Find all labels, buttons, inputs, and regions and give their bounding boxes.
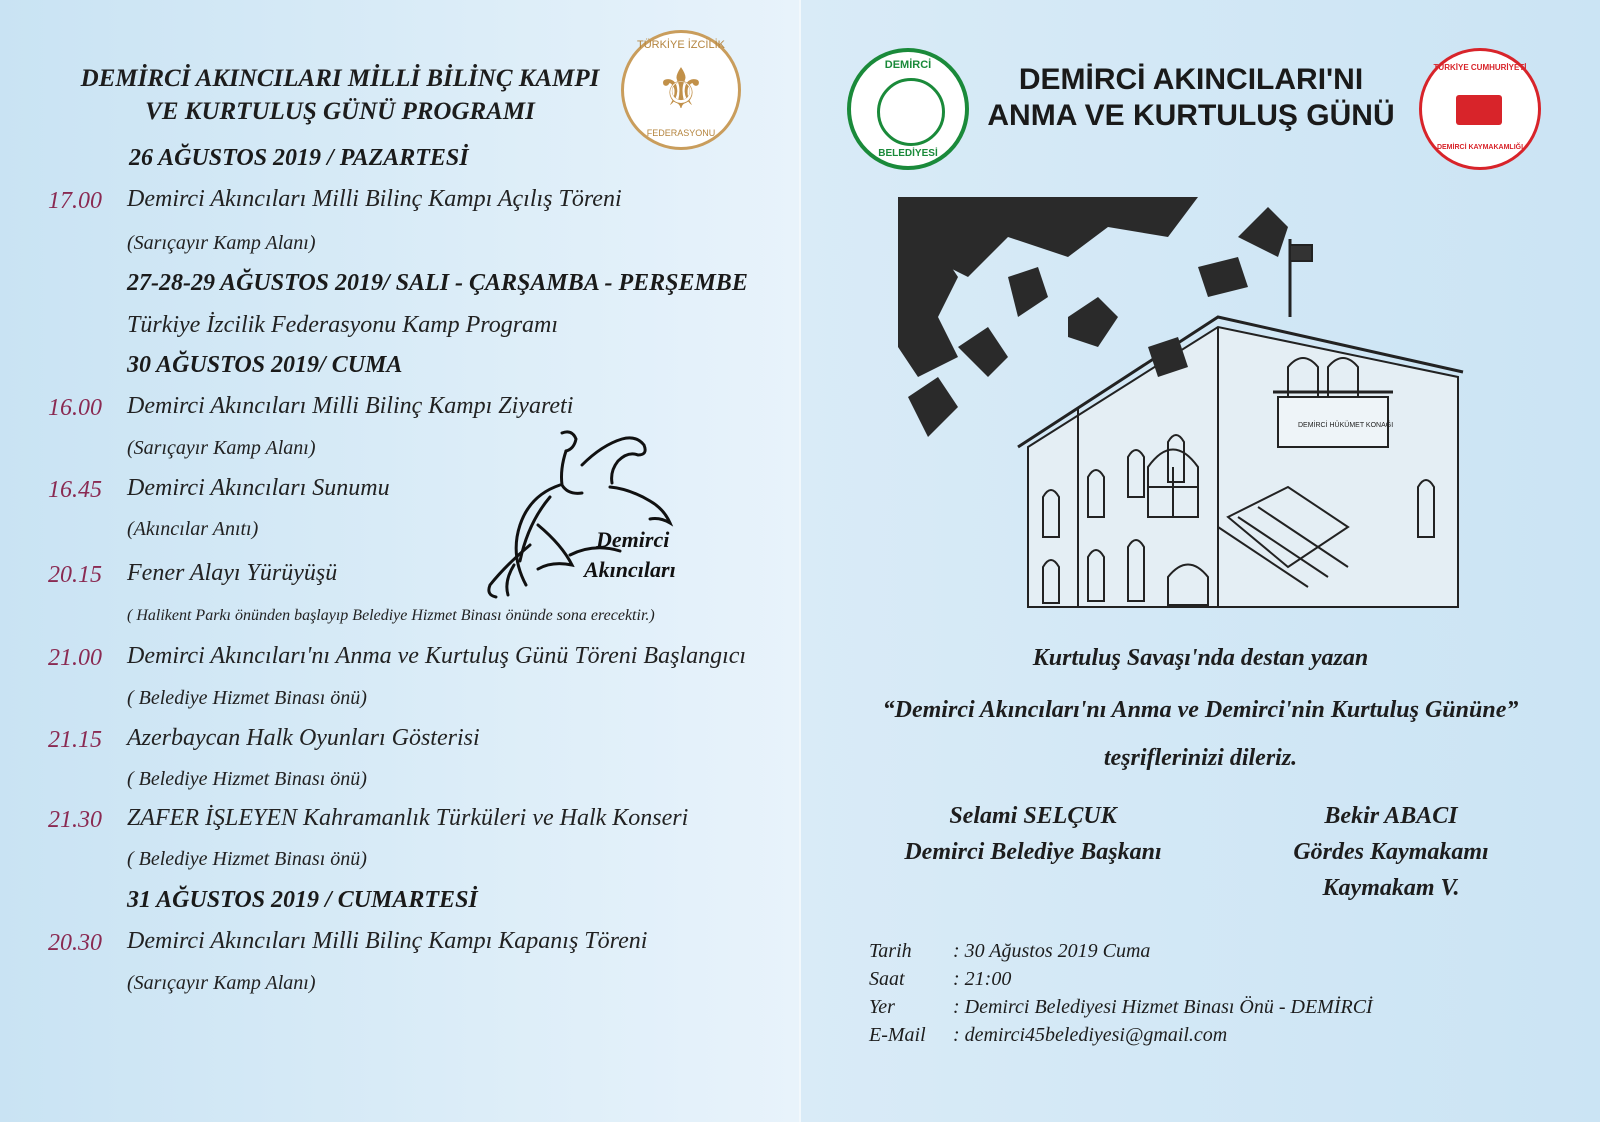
day-heading: 26 AĞUSTOS 2019 / PAZARTESİ <box>129 145 469 171</box>
event-place: ( Belediye Hizmet Binası önü) <box>127 848 367 870</box>
event-title: Demirci Akıncıları'nı Anma ve Kurtuluş Günü Töreni Başlangıcı <box>127 643 747 669</box>
event-place: (Sarıçayır Kamp Alanı) <box>127 437 316 459</box>
invitation-line: teşriflerinizi dileriz. <box>1103 745 1298 771</box>
event-place: ( Belediye Hizmet Binası önü) <box>127 687 367 709</box>
event-time: 16.45 <box>48 477 102 503</box>
event-place: ( Halikent Parkı önünden başlayıp Belediye Hizmet Binası önünde sona erecektir.) <box>127 607 655 624</box>
event-time: 21.00 <box>48 645 102 671</box>
event-place: (Akıncılar Anıtı) <box>127 518 259 540</box>
belediye-logo: DEMİRCİ BELEDİYESİ <box>847 48 969 170</box>
scout-federation-logo: TÜRKİYE İZCİLİK ⚜ FEDERASYONU <box>621 30 741 150</box>
event-title: Demirci Akıncıları Milli Bilinç Kampı Ziyareti <box>127 393 574 419</box>
event-time: 21.15 <box>48 727 102 753</box>
invitation-panel: DEMİRCİ BELEDİYESİ DEMİRCİ AKINCILARI'NI ANMA VE KURTULUŞ GÜNÜ TÜRKİYE CUMHURİYETİ DEMİRCİ KAYMAKAMLIĞI DEMİRCİ HÜKÜMET KONAĞI Kurtuluş Savaşı'nda destan yazan “Demirci Akıncıları'nı Anma ve Demirci'nin Kurtuluş Gününe” teşriflerinizi dileriz. Selami SELÇUK Demirci Belediye Başkanı Bekir ABACI Gördes Kaymakamı Kaymakam V. Tarih : 30 Ağustos 2019 Cuma Saat : 21:00 Yer : Demirci Belediyesi Hizmet Binası Önü - DEMİRCİ E-Mail : demirci45belediyesi@gmail.com <box>801 0 1600 1122</box>
invitation-line: “Demirci Akıncıları'nı Anma ve Demirci'nin Kurtuluş Gününe” <box>882 697 1519 723</box>
event-title: Fener Alayı Yürüyüşü <box>127 560 338 586</box>
horse-rider-icon <box>470 425 720 615</box>
building-sketch <box>898 197 1473 627</box>
svg-text:DEMİRCİ HÜKÜMET KONAĞI: DEMİRCİ HÜKÜMET KONAĞI <box>1298 422 1394 429</box>
invitation-line: Kurtuluş Savaşı'nda destan yazan <box>1032 645 1369 671</box>
event-time: 20.30 <box>48 930 102 956</box>
event-time: 17.00 <box>48 188 102 214</box>
government-building-illustration <box>898 197 1473 627</box>
day-heading: 30 AĞUSTOS 2019/ CUMA <box>127 352 403 378</box>
event-title: Demirci Akıncıları Sunumu <box>127 475 390 501</box>
day-heading: 31 AĞUSTOS 2019 / CUMARTESİ <box>127 887 478 913</box>
event-title: Demirci Akıncıları Milli Bilinç Kampı Kapanış Töreni <box>127 928 648 954</box>
svg-text:Akıncıları: Akıncıları <box>584 557 676 582</box>
event-title: Türkiye İzcilik Federasyonu Kamp Programı <box>127 312 559 338</box>
turkish-flag-icon <box>1456 95 1502 125</box>
event-place: ( Belediye Hizmet Binası önü) <box>127 768 367 790</box>
fleur-de-lis-icon: ⚜ <box>655 59 707 121</box>
akincilar-logo <box>470 425 720 615</box>
event-place: (Sarıçayır Kamp Alanı) <box>127 972 316 994</box>
event-title: Azerbaycan Halk Oyunları Gösterisi <box>127 725 480 751</box>
event-time: 16.00 <box>48 395 102 421</box>
signer-mayor: Selami SELÇUK Demirci Belediye Başkanı <box>904 803 1162 865</box>
signer-governor: Bekir ABACI Gördes Kaymakamı Kaymakam V. <box>1293 803 1489 901</box>
event-title: Demirci Akıncıları Milli Bilinç Kampı Açılış Töreni <box>127 186 622 212</box>
svg-text:Demirci: Demirci <box>596 527 670 552</box>
day-heading: 27-28-29 AĞUSTOS 2019/ SALI - ÇARŞAMBA - PERŞEMBE <box>127 270 748 296</box>
event-time: 20.15 <box>48 562 102 588</box>
event-time: 21.30 <box>48 807 102 833</box>
kaymakamlik-logo: TÜRKİYE CUMHURİYETİ DEMİRCİ KAYMAKAMLIĞI <box>1419 48 1541 170</box>
belediye-emblem-icon <box>877 78 945 146</box>
program-title: DEMİRCİ AKINCILARI MİLLİ BİLİNÇ KAMPI VE KURTULUŞ GÜNÜ PROGRAMI <box>80 65 600 125</box>
invitation-title: DEMİRCİ AKINCILARI'NI ANMA VE KURTULUŞ GÜNÜ <box>987 63 1395 132</box>
event-place: (Sarıçayır Kamp Alanı) <box>127 232 316 254</box>
event-title: ZAFER İŞLEYEN Kahramanlık Türküleri ve Halk Konseri <box>127 805 689 831</box>
program-panel <box>0 0 799 1122</box>
